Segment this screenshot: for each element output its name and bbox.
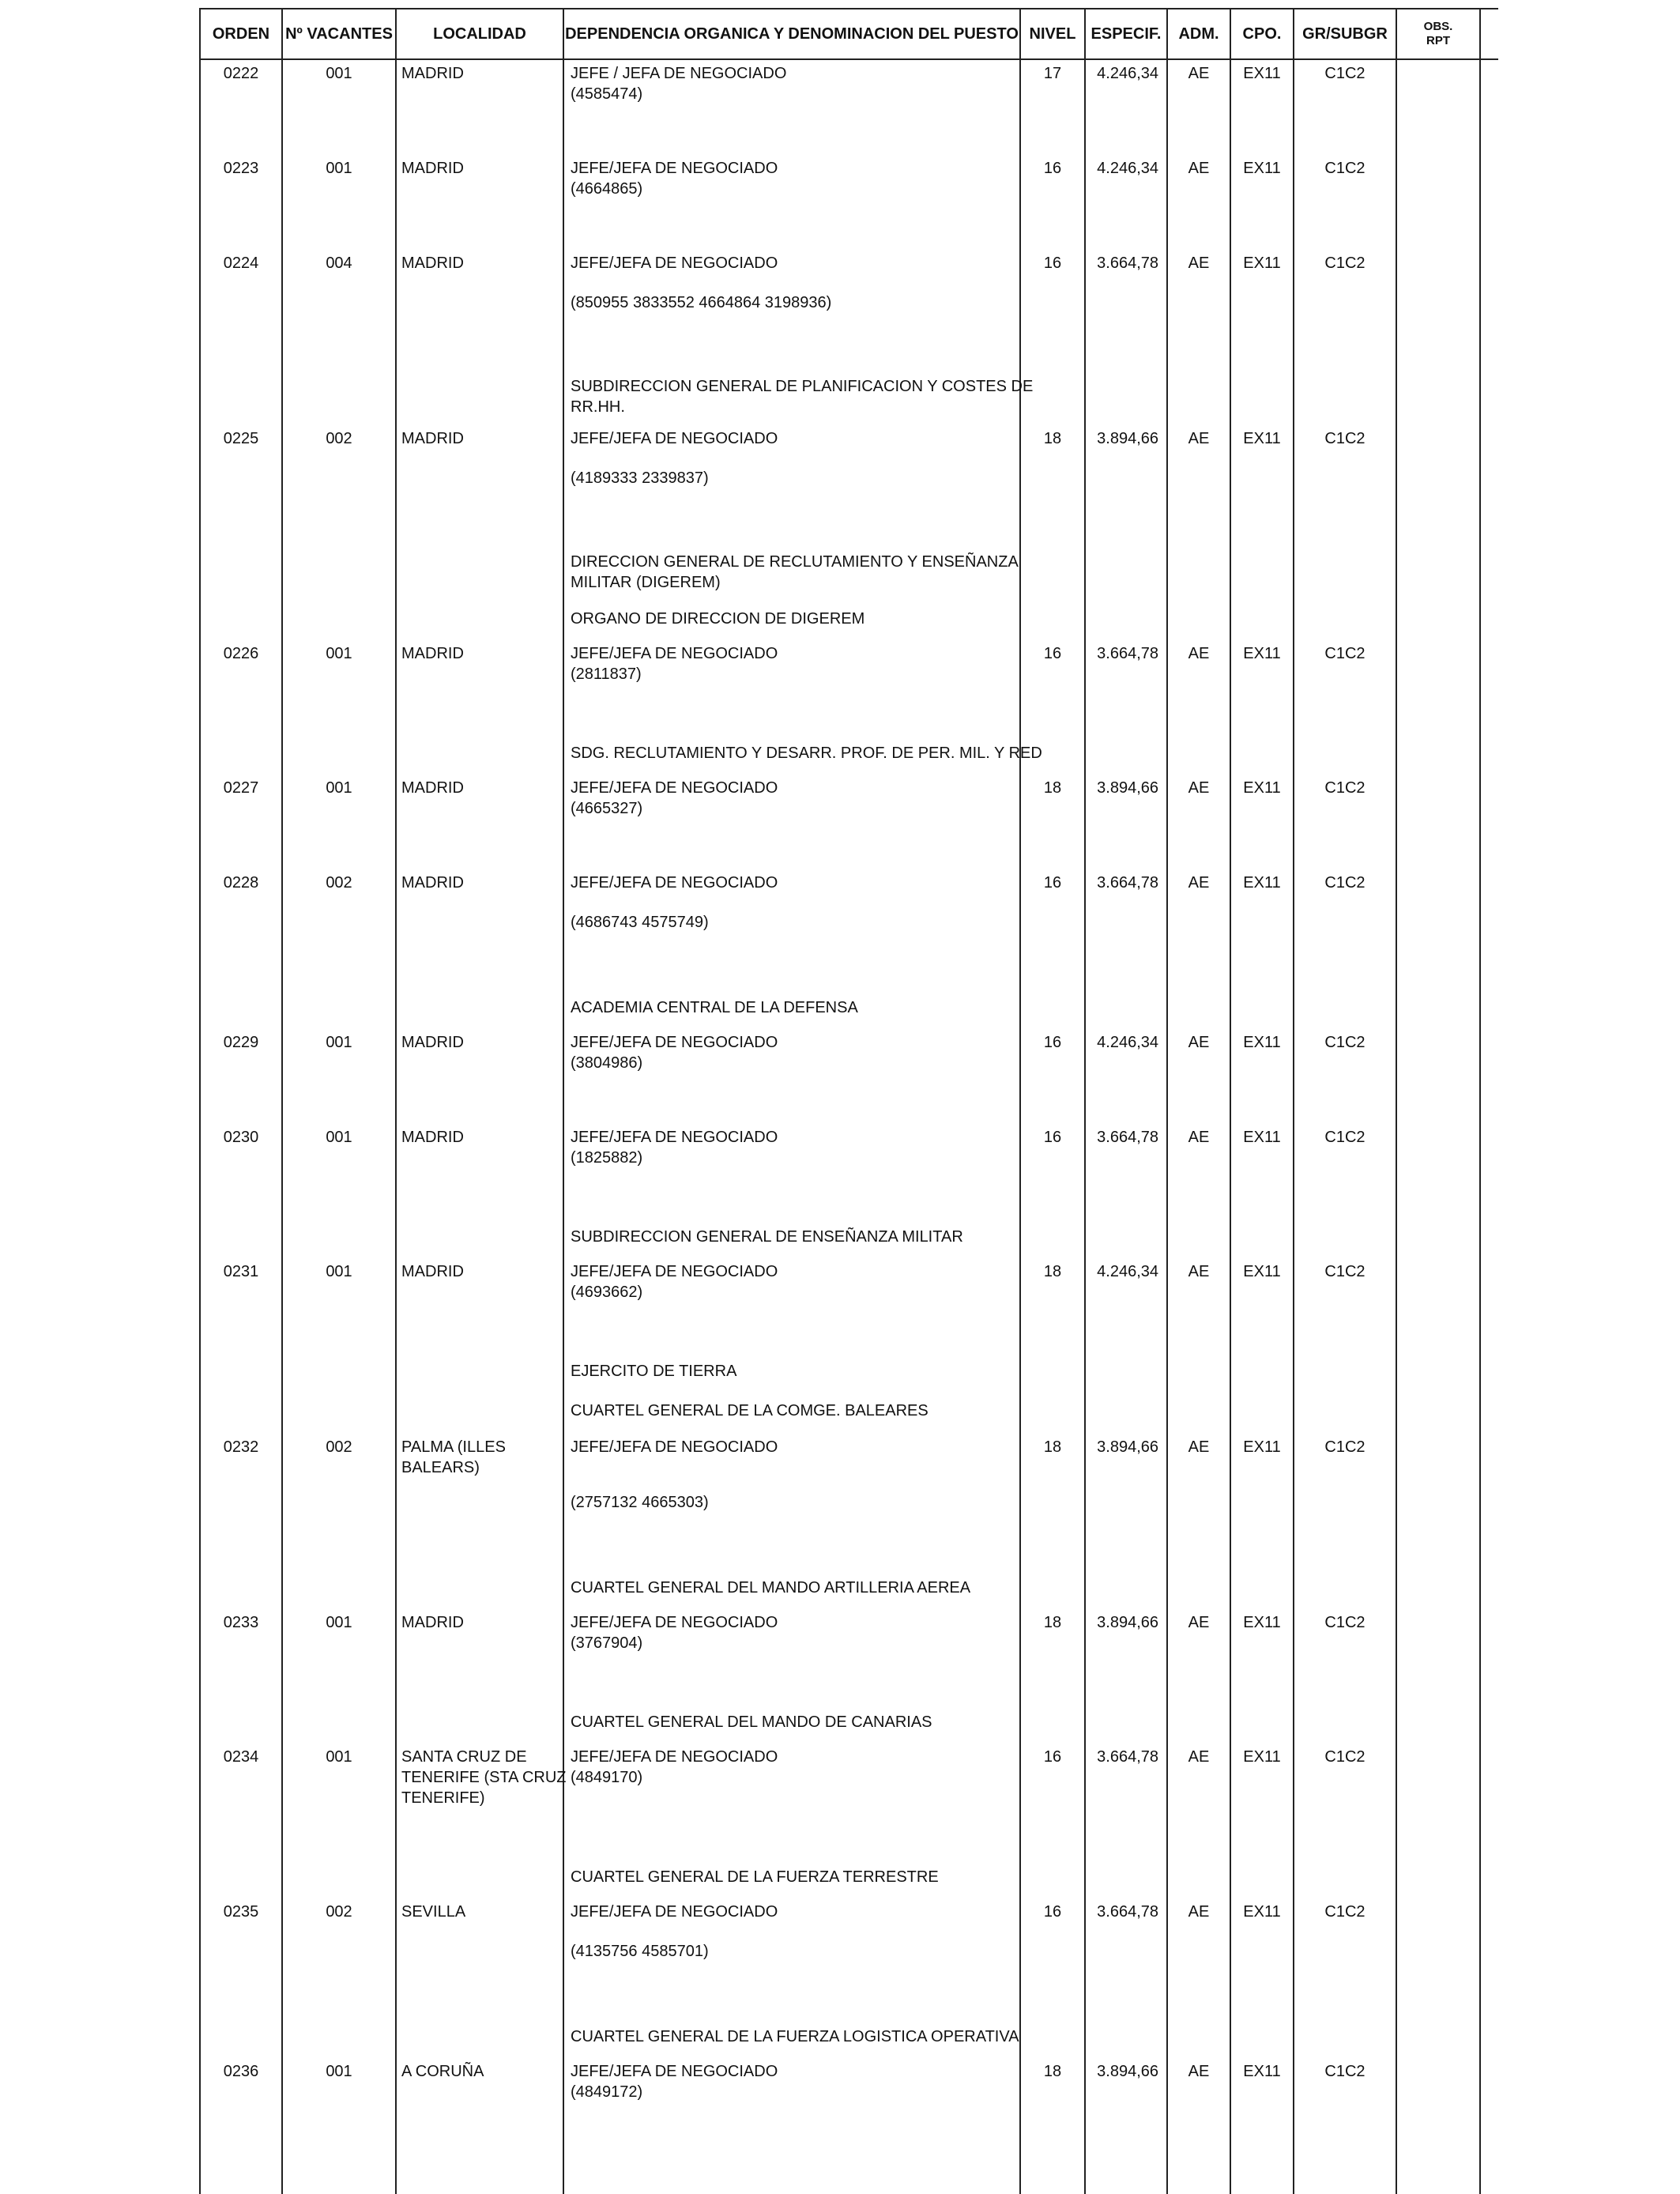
cell-nivel: 18 xyxy=(1043,2063,1062,2080)
cell-cpo: EX11 xyxy=(1243,874,1281,892)
localidad-line: MADRID xyxy=(401,779,464,797)
section-heading: MILITAR (DIGEREM) xyxy=(571,574,721,591)
cell-codigos: (4693662) xyxy=(571,1284,643,1301)
cell-grsubgr: C1C2 xyxy=(1324,160,1365,177)
cell-cpo: EX11 xyxy=(1243,1614,1281,1631)
section-heading: RR.HH. xyxy=(571,398,625,416)
localidad-line: MADRID xyxy=(401,1129,464,1146)
header-dependencia: DEPENDENCIA ORGANICA Y DENOMINACION DEL PUESTO xyxy=(565,25,1019,43)
cell-orden: 0223 xyxy=(223,160,259,177)
cell-cpo: EX11 xyxy=(1243,1129,1281,1146)
cell-nivel: 16 xyxy=(1043,1034,1062,1051)
cell-adm: AE xyxy=(1188,1748,1210,1766)
section-heading: CUARTEL GENERAL DE LA FUERZA TERRESTRE xyxy=(571,1868,939,1886)
cell-puesto: JEFE/JEFA DE NEGOCIADO xyxy=(571,1748,778,1766)
cell-grsubgr: C1C2 xyxy=(1324,2063,1365,2080)
cell-adm: AE xyxy=(1188,1129,1210,1146)
cell-especif: 4.246,34 xyxy=(1097,1034,1158,1051)
cell-codigos: (3804986) xyxy=(571,1054,643,1072)
cell-cpo: EX11 xyxy=(1243,1438,1281,1456)
section-heading: EJERCITO DE TIERRA xyxy=(571,1363,737,1380)
cell-cpo: EX11 xyxy=(1243,65,1281,82)
cell-especif: 3.894,66 xyxy=(1097,1438,1158,1456)
cell-grsubgr: C1C2 xyxy=(1324,254,1365,272)
cell-codigos: (1825882) xyxy=(571,1149,643,1167)
header-bottom-border xyxy=(199,58,1498,60)
cell-adm: AE xyxy=(1188,254,1210,272)
cell-orden: 0234 xyxy=(223,1748,259,1766)
cell-grsubgr: C1C2 xyxy=(1324,1034,1365,1051)
cell-orden: 0225 xyxy=(223,430,259,447)
column-divider xyxy=(1019,8,1021,2194)
cell-vacantes: 004 xyxy=(326,254,352,272)
cell-codigos: (4135756 4585701) xyxy=(571,1943,709,1960)
cell-cpo: EX11 xyxy=(1243,1034,1281,1051)
localidad-line: MADRID xyxy=(401,65,464,82)
cell-cpo: EX11 xyxy=(1243,1903,1281,1921)
cell-cpo: EX11 xyxy=(1243,645,1281,662)
localidad-line: BALEARS) xyxy=(401,1459,480,1476)
cell-puesto: JEFE/JEFA DE NEGOCIADO xyxy=(571,430,778,447)
header-especif: ESPECIF. xyxy=(1090,25,1162,43)
cell-puesto: JEFE/JEFA DE NEGOCIADO xyxy=(571,1129,778,1146)
cell-grsubgr: C1C2 xyxy=(1324,874,1365,892)
cell-puesto: JEFE/JEFA DE NEGOCIADO xyxy=(571,1263,778,1280)
header-localidad: LOCALIDAD xyxy=(433,25,526,43)
cell-localidad xyxy=(401,253,464,273)
cell-adm: AE xyxy=(1188,874,1210,892)
cell-cpo: EX11 xyxy=(1243,2063,1281,2080)
cell-grsubgr: C1C2 xyxy=(1324,1129,1365,1146)
section-heading: CUARTEL GENERAL DEL MANDO DE CANARIAS xyxy=(571,1713,932,1731)
cell-adm: AE xyxy=(1188,1263,1210,1280)
cell-adm: AE xyxy=(1188,430,1210,447)
cell-codigos: (4849172) xyxy=(571,2083,643,2101)
cell-puesto: JEFE/JEFA DE NEGOCIADO xyxy=(571,2063,778,2080)
localidad-line: MADRID xyxy=(401,645,464,662)
header-nivel: NIVEL xyxy=(1029,25,1076,43)
cell-grsubgr: C1C2 xyxy=(1324,645,1365,662)
cell-especif: 3.894,66 xyxy=(1097,779,1158,797)
cell-especif: 3.664,78 xyxy=(1097,254,1158,272)
cell-localidad xyxy=(401,158,464,179)
cell-adm: AE xyxy=(1188,65,1210,82)
cell-codigos: (850955 3833552 4664864 3198936) xyxy=(571,294,832,311)
cell-especif: 4.246,34 xyxy=(1097,1263,1158,1280)
header-obs-line2: RPT xyxy=(1426,34,1450,47)
cell-orden: 0228 xyxy=(223,874,259,892)
cell-localidad xyxy=(401,778,464,798)
localidad-line: MADRID xyxy=(401,874,464,892)
cell-orden: 0226 xyxy=(223,645,259,662)
cell-nivel: 16 xyxy=(1043,1903,1062,1921)
cell-localidad xyxy=(401,1437,506,1478)
cell-vacantes: 002 xyxy=(326,1903,352,1921)
cell-orden: 0231 xyxy=(223,1263,259,1280)
section-heading: CUARTEL GENERAL DE LA COMGE. BALEARES xyxy=(571,1402,929,1419)
cell-especif: 3.894,66 xyxy=(1097,2063,1158,2080)
cell-puesto: JEFE/JEFA DE NEGOCIADO xyxy=(571,779,778,797)
cell-grsubgr: C1C2 xyxy=(1324,1263,1365,1280)
cell-orden: 0233 xyxy=(223,1614,259,1631)
cell-adm: AE xyxy=(1188,1614,1210,1631)
localidad-line: PALMA (ILLES xyxy=(401,1438,506,1456)
cell-vacantes: 002 xyxy=(326,430,352,447)
header-orden: ORDEN xyxy=(212,25,270,43)
cell-grsubgr: C1C2 xyxy=(1324,1438,1365,1456)
cell-vacantes: 001 xyxy=(326,645,352,662)
cell-adm: AE xyxy=(1188,779,1210,797)
header-adm: ADM. xyxy=(1178,25,1219,43)
cell-grsubgr: C1C2 xyxy=(1324,1903,1365,1921)
cell-vacantes: 002 xyxy=(326,874,352,892)
localidad-line: SEVILLA xyxy=(401,1903,466,1921)
column-divider xyxy=(199,8,201,2194)
cell-codigos: (4585474) xyxy=(571,85,643,103)
cell-nivel: 16 xyxy=(1043,254,1062,272)
cell-nivel: 18 xyxy=(1043,430,1062,447)
column-divider xyxy=(1293,8,1294,2194)
localidad-line: TENERIFE) xyxy=(401,1789,485,1807)
cell-adm: AE xyxy=(1188,2063,1210,2080)
cell-vacantes: 001 xyxy=(326,2063,352,2080)
cell-orden: 0222 xyxy=(223,65,259,82)
cell-puesto: JEFE/JEFA DE NEGOCIADO xyxy=(571,160,778,177)
cell-puesto: JEFE/JEFA DE NEGOCIADO xyxy=(571,1034,778,1051)
cell-vacantes: 002 xyxy=(326,1438,352,1456)
cell-grsubgr: C1C2 xyxy=(1324,779,1365,797)
column-divider xyxy=(1166,8,1168,2194)
column-divider xyxy=(1230,8,1231,2194)
cell-nivel: 16 xyxy=(1043,1748,1062,1766)
cell-localidad xyxy=(401,428,464,449)
section-heading: SDG. RECLUTAMIENTO Y DESARR. PROF. DE PER. MIL. Y RED xyxy=(571,745,1042,762)
cell-adm: AE xyxy=(1188,1903,1210,1921)
cell-cpo: EX11 xyxy=(1243,160,1281,177)
column-divider xyxy=(563,8,564,2194)
column-divider xyxy=(395,8,397,2194)
cell-orden: 0224 xyxy=(223,254,259,272)
cell-localidad xyxy=(401,2061,484,2082)
cell-codigos: (2811837) xyxy=(571,665,642,683)
header-vacantes: Nº VACANTES xyxy=(285,25,393,43)
cell-especif: 3.664,78 xyxy=(1097,1748,1158,1766)
cell-cpo: EX11 xyxy=(1243,1263,1281,1280)
cell-puesto: JEFE/JEFA DE NEGOCIADO xyxy=(571,1614,778,1631)
cell-adm: AE xyxy=(1188,1034,1210,1051)
cell-nivel: 16 xyxy=(1043,874,1062,892)
cell-codigos: (3767904) xyxy=(571,1634,643,1652)
cell-nivel: 18 xyxy=(1043,1438,1062,1456)
column-divider xyxy=(1396,8,1397,2194)
localidad-line: MADRID xyxy=(401,160,464,177)
section-heading: DIRECCION GENERAL DE RECLUTAMIENTO Y ENSEÑANZA xyxy=(571,553,1019,571)
localidad-line: A CORUÑA xyxy=(401,2063,484,2080)
cell-cpo: EX11 xyxy=(1243,779,1281,797)
cell-vacantes: 001 xyxy=(326,1034,352,1051)
cell-codigos: (4665327) xyxy=(571,800,643,817)
header-grsubgr: GR/SUBGR xyxy=(1302,25,1388,43)
cell-localidad xyxy=(401,1261,464,1282)
cell-cpo: EX11 xyxy=(1243,1748,1281,1766)
cell-especif: 4.246,34 xyxy=(1097,160,1158,177)
section-heading: ACADEMIA CENTRAL DE LA DEFENSA xyxy=(571,999,858,1016)
cell-grsubgr: C1C2 xyxy=(1324,65,1365,82)
cell-vacantes: 001 xyxy=(326,1614,352,1631)
cell-localidad xyxy=(401,1127,464,1148)
cell-cpo: EX11 xyxy=(1243,430,1281,447)
cell-especif: 3.664,78 xyxy=(1097,1903,1158,1921)
cell-orden: 0230 xyxy=(223,1129,259,1146)
cell-cpo: EX11 xyxy=(1243,254,1281,272)
section-heading: CUARTEL GENERAL DEL MANDO ARTILLERIA AEREA xyxy=(571,1579,971,1596)
cell-codigos: (4686743 4575749) xyxy=(571,914,709,931)
cell-puesto: JEFE/JEFA DE NEGOCIADO xyxy=(571,1438,778,1456)
localidad-line: MADRID xyxy=(401,430,464,447)
section-heading: ORGANO DE DIRECCION DE DIGEREM xyxy=(571,610,865,628)
cell-adm: AE xyxy=(1188,645,1210,662)
localidad-line: MADRID xyxy=(401,1263,464,1280)
header-obs-line1: OBS. xyxy=(1423,20,1453,33)
cell-nivel: 18 xyxy=(1043,1614,1062,1631)
cell-localidad xyxy=(401,1902,465,1922)
localidad-line: MADRID xyxy=(401,1034,464,1051)
cell-grsubgr: C1C2 xyxy=(1324,1748,1365,1766)
cell-vacantes: 001 xyxy=(326,65,352,82)
localidad-line: SANTA CRUZ DE xyxy=(401,1748,527,1766)
cell-especif: 3.664,78 xyxy=(1097,1129,1158,1146)
cell-vacantes: 001 xyxy=(326,1129,352,1146)
cell-localidad xyxy=(401,1032,464,1053)
section-heading: SUBDIRECCION GENERAL DE PLANIFICACION Y COSTES DE xyxy=(571,378,1034,395)
column-divider xyxy=(281,8,283,2194)
cell-especif: 3.664,78 xyxy=(1097,645,1158,662)
cell-nivel: 16 xyxy=(1043,645,1062,662)
section-heading: CUARTEL GENERAL DE LA FUERZA LOGISTICA OPERATIVA xyxy=(571,2028,1019,2045)
column-divider xyxy=(1084,8,1086,2194)
cell-localidad xyxy=(401,1612,464,1633)
cell-codigos: (4189333 2339837) xyxy=(571,469,709,487)
localidad-line: TENERIFE (STA CRUZ xyxy=(401,1769,567,1786)
cell-nivel: 17 xyxy=(1043,65,1062,82)
cell-orden: 0235 xyxy=(223,1903,259,1921)
cell-vacantes: 001 xyxy=(326,779,352,797)
cell-puesto: JEFE / JEFA DE NEGOCIADO xyxy=(571,65,787,82)
cell-codigos: (2757132 4665303) xyxy=(571,1494,709,1511)
localidad-line: MADRID xyxy=(401,1614,464,1631)
cell-adm: AE xyxy=(1188,1438,1210,1456)
cell-puesto: JEFE/JEFA DE NEGOCIADO xyxy=(571,874,778,892)
cell-adm: AE xyxy=(1188,160,1210,177)
cell-especif: 3.894,66 xyxy=(1097,430,1158,447)
cell-vacantes: 001 xyxy=(326,1263,352,1280)
header-obs-rpt xyxy=(1397,9,1479,58)
cell-especif: 3.664,78 xyxy=(1097,874,1158,892)
cell-localidad xyxy=(401,63,464,84)
cell-vacantes: 001 xyxy=(326,160,352,177)
header-cpo: CPO. xyxy=(1242,25,1282,43)
localidad-line: MADRID xyxy=(401,254,464,272)
cell-especif: 4.246,34 xyxy=(1097,65,1158,82)
cell-nivel: 18 xyxy=(1043,779,1062,797)
cell-localidad xyxy=(401,643,464,664)
cell-vacantes: 001 xyxy=(326,1748,352,1766)
cell-orden: 0236 xyxy=(223,2063,259,2080)
cell-nivel: 16 xyxy=(1043,160,1062,177)
cell-puesto: JEFE/JEFA DE NEGOCIADO xyxy=(571,645,778,662)
cell-orden: 0232 xyxy=(223,1438,259,1456)
cell-especif: 3.894,66 xyxy=(1097,1614,1158,1631)
cell-localidad xyxy=(401,873,464,893)
section-heading: SUBDIRECCION GENERAL DE ENSEÑANZA MILITAR xyxy=(571,1228,963,1246)
cell-grsubgr: C1C2 xyxy=(1324,1614,1365,1631)
cell-codigos: (4849170) xyxy=(571,1769,643,1786)
cell-nivel: 16 xyxy=(1043,1129,1062,1146)
cell-grsubgr: C1C2 xyxy=(1324,430,1365,447)
cell-nivel: 18 xyxy=(1043,1263,1062,1280)
cell-puesto: JEFE/JEFA DE NEGOCIADO xyxy=(571,254,778,272)
cell-localidad xyxy=(401,1747,567,1808)
column-divider xyxy=(1479,8,1481,2194)
cell-codigos: (4664865) xyxy=(571,180,643,198)
cell-orden: 0229 xyxy=(223,1034,259,1051)
cell-puesto: JEFE/JEFA DE NEGOCIADO xyxy=(571,1903,778,1921)
cell-orden: 0227 xyxy=(223,779,259,797)
